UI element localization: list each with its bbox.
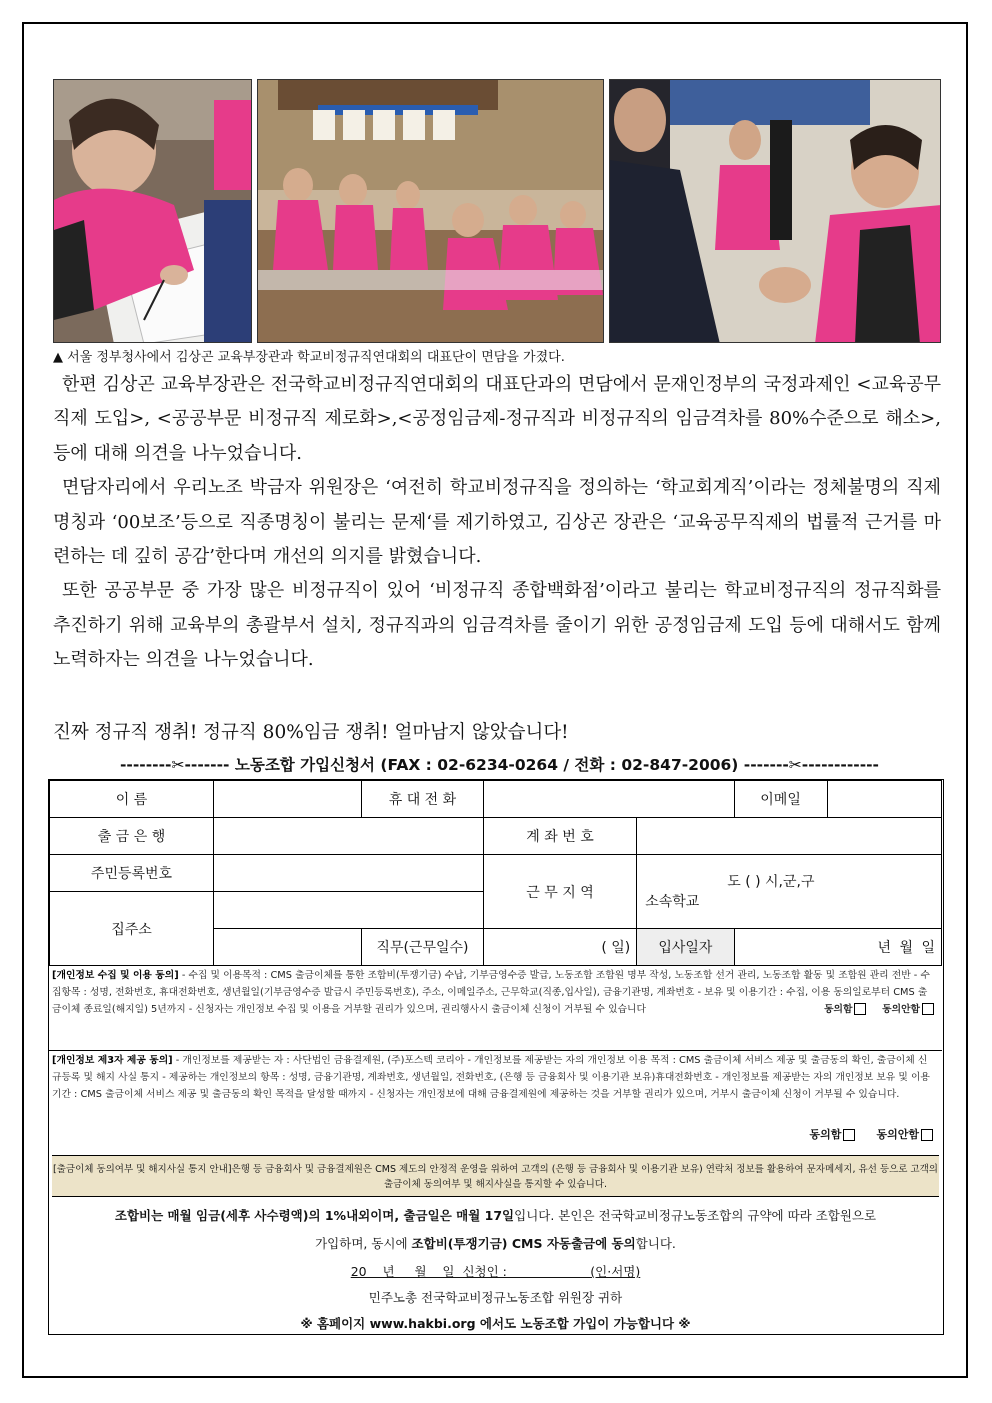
agree-label: 동의함: [809, 1128, 842, 1141]
email-cell: [734, 781, 941, 818]
resident-field[interactable]: [214, 855, 484, 892]
consent2-text: - 개인정보를 제공받는 자 : 사단법인 금융결제원, (주)포스텍 코리아 - 개인정보를 제공받는 자의 개인정보 이용 목적 : CMS 출금이체 서비스 제공 및 출금동의 확인, 출금이체 신규등록 및 해지 사실 통지 - 제공하는 개인정보의 항목 : 성명, 금융기관명, 계좌번호, 생년월일, 전화번호, (은행 등 금융회사 및 이용기관 보유)휴대전화번호 - 개인정보를 제공받는 자의 개인정보 보유 및 이용기간 : CMS 출금이체 서비스 제공 및 출금동의 확인 목적을 달성할 때까지 - 신청자는 개인정보에 대해 금융결제원에 제공하는 것을 거부할 권리가 있으며, 거부시 출금이체 신청이 거부될 수 있습니다.: [52, 1055, 930, 1101]
statement-line-1: [49, 1206, 942, 1224]
photo-caption: ▲ 서울 정부청사에서 김상곤 교육부장관과 학교비정규직연대회의 대표단이 면담을 가졌다.: [53, 350, 565, 365]
paragraph: 또한 공공부문 중 가장 많은 비정규직이 있어 ‘비정규직 종합백화점’이라고 불리는 학교비정규직의 정규직화를 추진하기 위해 교육부의 총괄부서 설치, 정규직과의 임금격차를 줄이기 위한 공정임금제 도입 등에 대해서도 함께 노력하자는 의견을 나누었습니다.: [53, 580, 941, 671]
address-field-2[interactable]: [214, 929, 362, 966]
photo-meeting: [257, 79, 604, 343]
paragraph: 면담자리에서 우리노조 박금자 위원장은 ‘여전히 학교비정규직을 정의하는 ‘학교회계직’이라는 정체불명의 직제명칭과 ‘00보조’등으로 직종명칭이 불리는 문제‘를 제기하였고, 김상곤 장관은 ‘교육공무직제의 법률적 근거를 마련하는 데 깊히 공감’한다며 개선의 의지를 밝혔습니다.: [53, 477, 941, 568]
name-field[interactable]: [214, 781, 362, 818]
school-label: 소속학교: [645, 894, 700, 910]
agree-label: 동의함: [824, 1004, 853, 1016]
consent-a: 가입하며, 동시에: [315, 1236, 412, 1251]
disagree-checkbox[interactable]: [922, 1003, 934, 1015]
fee-bold: 조합비는 매월 임금(세후 사수령액)의 1%내외이며, 출금일은 매월 17일: [114, 1208, 515, 1223]
consent-third-party: [52, 1052, 936, 1104]
label-resident: 주민등록번호: [50, 855, 214, 892]
address-field[interactable]: [214, 892, 484, 929]
agree-checkbox[interactable]: [843, 1129, 855, 1141]
consent1-options: [824, 1001, 936, 1018]
slogan: 진짜 정규직 쟁취! 정규직 80%임금 쟁취! 얼마남지 않았습니다!: [53, 722, 569, 743]
consent1-text: - 수집 및 이용목적 : CMS 출금이체를 통한 조합비(투쟁기금) 수납, 기부금영수증 발급, 노동조합 조합원 명부 작성, 노동조합 선거 관리, 노동조합 활동 및 조합원 관리 전반 - 수집항목 : 성명, 전화번호, 휴대전화번호, 생년월일(기부금영수증 발급시 주민등록번호), 주소, 이메일주소, 근무학교(직종,입사일), 금융기관명, 계좌번호 - 보유 및 이용기간 : 수집, 이용 동의일로부터 CMS 출금이체 종료일(해지일) 5년까지 - 신청자는 개인정보 수집 및 이용을 거부할 권리가 있으며, 권리행사시 출금이체 신청이 거부될 수 있습니다: [52, 970, 930, 1016]
duty-field[interactable]: ( 일): [483, 929, 636, 966]
divider: [49, 1050, 942, 1051]
article-body: [53, 368, 941, 678]
photo-signing: [53, 79, 252, 343]
consent-collection: [52, 967, 936, 1019]
consent1-title: [개인정보 수집 및 이용 동의]: [52, 970, 179, 981]
statement-line-2: [49, 1234, 942, 1252]
fee-rest: 입니다. 본인은 전국학교비정규노동조합의 규약에 따라 조합원으로: [514, 1208, 877, 1223]
label-hire-date: 입사일자: [637, 929, 734, 966]
signature-line[interactable]: 20 년 월 일 신청인 : (인·서명): [350, 1264, 641, 1279]
cut-line-title: --------✂------- 노동조합 가입신청서 (FAX : 02-6234-0264 / 전화 : 02-847-2006) -------✂------------: [120, 756, 879, 774]
label-account: 계 좌 번 호: [483, 818, 636, 855]
work-area-field[interactable]: [637, 855, 942, 929]
bank-field[interactable]: [214, 818, 484, 855]
disagree-label: 동의안함: [882, 1004, 920, 1016]
homepage-line: ※ 홈페이지 www.hakbi.org 에서도 노동조합 가입이 가능합니다 ※: [300, 1316, 691, 1331]
agree-checkbox[interactable]: [854, 1003, 866, 1015]
info-table: [49, 780, 942, 966]
account-field[interactable]: [637, 818, 942, 855]
label-phone: 휴 대 전 화: [362, 781, 484, 818]
recipient-line: 민주노총 전국학교비정규노동조합 위원장 귀하: [368, 1290, 623, 1305]
disagree-label: 동의안함: [876, 1128, 919, 1141]
consent2-title: [개인정보 제3자 제공 동의]: [52, 1055, 173, 1066]
disagree-checkbox[interactable]: [921, 1129, 933, 1141]
photo-handshake: [609, 79, 941, 343]
label-email: 이메일: [735, 781, 828, 817]
consent2-options: [809, 1126, 935, 1142]
label-work-area: 근 무 지 역: [483, 855, 636, 929]
cms-notice: [출금이체 동의여부 및 해지사실 통지 안내]은행 등 금융회사 및 금융결제원은 CMS 제도의 안정적 운영을 위하여 고객의 (은행 등 금융회사 및 이용기관 보유) 연락처 정보를 활용하여 문자메세지, 유선 등으로 고객의 출금이체 동의여부 및 해지사실을 통지할 수 있습니다.: [52, 1155, 939, 1197]
paragraph: 한편 김상곤 교육부장관은 전국학교비정규직연대회의 대표단과의 면담에서 문재인정부의 국정과제인 <교육공무직제 도입>, <공공부문 비정규직 제로화>,<공정임금제-정규직과 비정규직의 임금격차를 80%수준으로 해소>,등에 대해 의견을 나누었습니다.: [53, 374, 941, 464]
label-address: 집주소: [50, 892, 214, 966]
phone-field[interactable]: [483, 781, 734, 818]
membership-form: [48, 779, 944, 1335]
label-bank: 출 금 은 행: [50, 818, 214, 855]
hire-date-field[interactable]: 년 월 일: [734, 929, 941, 966]
email-field[interactable]: [828, 781, 941, 817]
consent-bold: 조합비(투쟁기금) CMS 자동출금에 동의: [411, 1236, 636, 1251]
label-duty: 직무(근무일수): [362, 929, 484, 966]
label-name: 이 름: [50, 781, 214, 818]
region-text: 도 ( ) 시,군,구: [727, 874, 815, 890]
photo-strip: [53, 79, 941, 343]
consent-b: 합니다.: [635, 1236, 676, 1251]
